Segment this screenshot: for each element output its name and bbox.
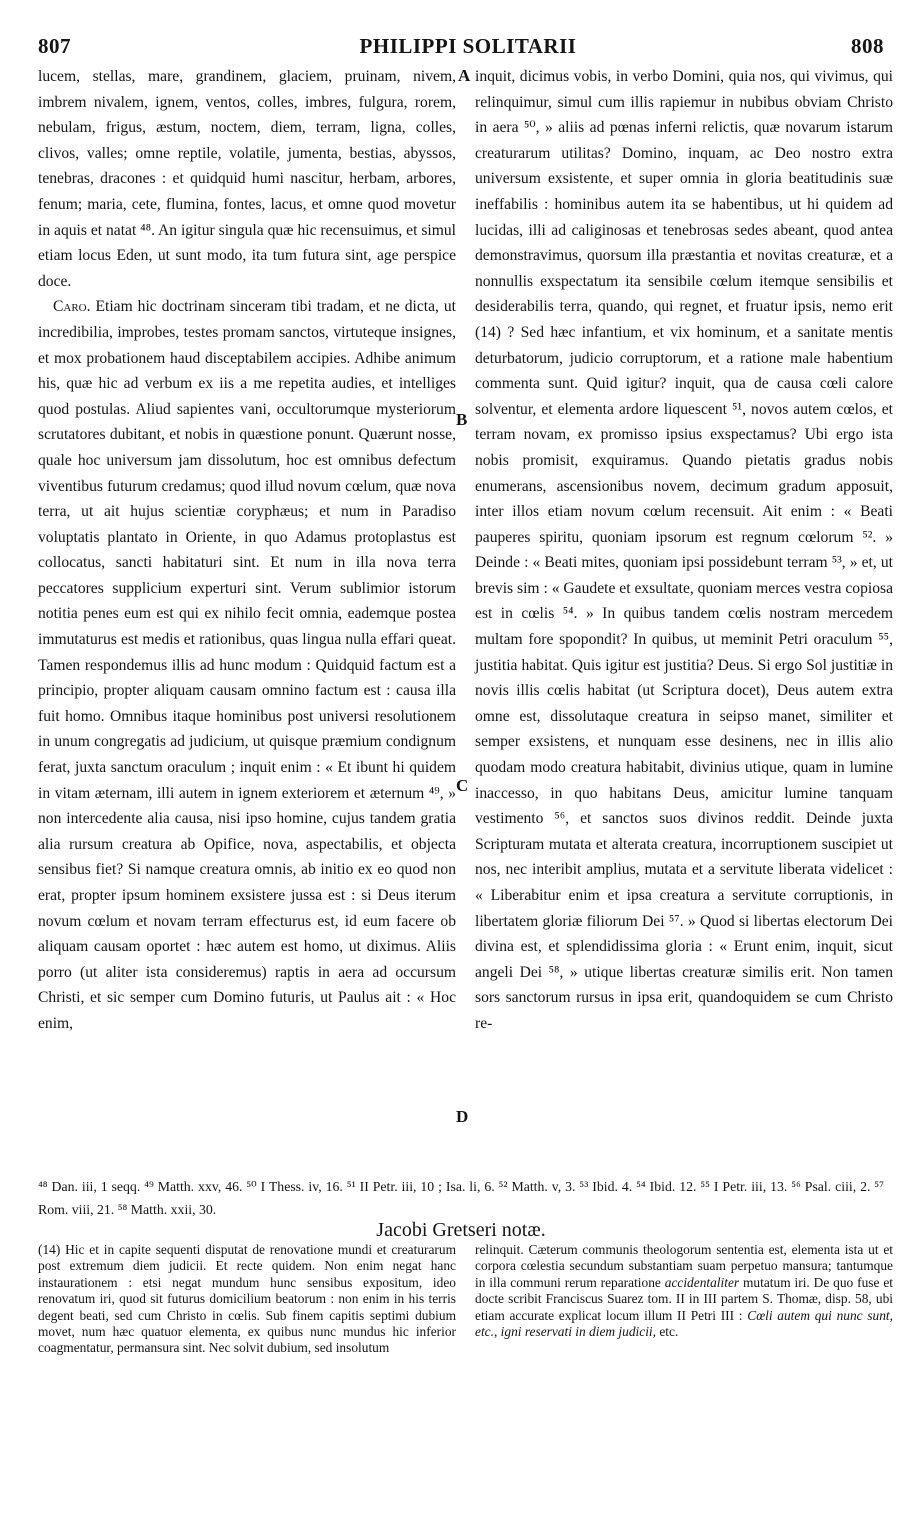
left-paragraph-2-text: Etiam hic doctrinam sinceram tibi tradam, et ne dicta, ut incredibilia, improbes, testes promam sanctos, virtuteque insignes, et mox probationem haud disceptabilem accipies. Adhibe animum his, quæ hic ad verbum ex iis a me repetita audies, et intelliges quod postulas. Aliud sapientes vani, occultorumque mysteriorum scrutatores dubitant, et nobis in quæstione ponunt. Quærunt nosse, quale hoc universum jam dissolutum, hoc est omnibus defectum viventibus futurum credamus; quod illud novum cœlum, quæ nova terra, ut ait hujus scientiæ coryphæus; et num in Paradiso voluptatis plantato in Oriente, in quo Adamus protoplastus est collocatus, sancti habitaturi sint. Et num in illa nova terra peccatores supplicium experturi sint. Verum sublimior istorum notitia penes eum est qui ex nihilo fecit omnia, eademque postea immutaturus est medis et rationibus, quas lingua nulla effari queat. Tamen respondemus illis ad hunc modum : Quidquid factum est a principio, propter aliquam causam omnino factum est : causa illa fuit homo. Omnibus itaque hominibus post universi resolutionem in unum congregatis ad judicium, ut quisque præmium condignum ferat, juxta sanctum oraculum ; inquit enim : « Et ibunt hi quidem in vitam æternam, illi autem in ignem exteriorem et æternum ⁴⁹, » non intercedente alia causa, nisi ipso homine, cujus tandem gratia alia rursum creatura ab Opifice, nova, aspectabilis, et objecta sensibus fiet? Si namque creatura omnis, ab initio ex eo quod non erat, propter ipsum hominem exsistere jussa est : si Deus iterum novum cœlum et novam terram effecturus est, id eum facere ob aliquam causam oportet : hæc autem est homo, ut diximus. Aliis porro (ut aliter ista consideremus) raptis in aera ad occursum Christi, et sic semper cum Domino futuris, ut Paulus ait : « Hoc enim,	[38, 298, 456, 1032]
running-header	[38, 34, 884, 60]
left-column	[38, 64, 456, 1037]
notes-right-column	[475, 1242, 893, 1340]
notes-right-italic-1: accidentaliter	[664, 1274, 740, 1290]
speaker-label: Caro.	[53, 298, 91, 316]
margin-marker-d: D	[456, 1107, 469, 1126]
notes-right-part-1: relinquit. Cæterum communis theologorum sententia est, elementa ista ut et corpora cœlestia secundum substantiam suam perpetuo mansura; tantumque in illa communi rerum reparatione	[475, 1242, 893, 1290]
right-paragraph-1: inquit, dicimus vobis, in verbo Domini, quia nos, qui vivimus, qui relinquimur, simul cum illis rapiemur in nubibus obviam Christo in aera ⁵⁰, » aliis ad pœnas inferni relictis, quæ novarum istarum creaturarum utilitas? Domino, inquam, ac Deo nostro extra universum exsistente, et super omnia in gloria beatitudinis suæ ineffabilis : hominibus autem ita se habentibus, ut hi quidem ad lucidas, illi ad caliginosas et tenebrosas sedes abeant, quod antea demonstravimus, quorsum illa præstantia et novitas creaturæ, et a nonnullis exspectatum ita sensibile cœlum itemque sensibilis et desiderabilis terra, quando, qui regnet, et fruatur ipsis, nemo erit (14) ? Sed hæc infantium, et vix hominum, et a sanitate mentis deturbatorum, judicio corruptorum, et a ratione male habentium commenta sunt. Quid igitur? inquit, qua de causa cœli calore solventur, et elementa ardore liquescent ⁵¹, novos autem cœlos, et terram novam, ex promisso ipsius exspectamus? Ubi ergo ista nobis promisit, exquiramus. Quando pietatis gradus nobis enumerans, ascensionibus novem, decimum gradum apposuit, inter illos etiam novum cœlum recensuit. Ait enim : « Beati pauperes spiritu, quoniam ipsorum est regnum cœlorum ⁵². » Deinde : « Beati mites, quoniam ipsi possidebunt terram ⁵³, » et, ut brevis sim : « Gaudete et exsultate, quoniam merces vestra copiosa est in cœlis ⁵⁴. » In quibus tandem cœlis nostram mercedem multam fore spopondit? In quibus, ut meminit Petri oraculum ⁵⁵, justitia habitat. Quis igitur est justitia? Deus. Si ergo Sol justitiæ in novis illis cœlis habitat (ut Scriptura docet), Deus autem extra omne est, dissolutaque creatura in seipso manet, similiter et semper exsistens, et nunquam esse desinens, nec in illis alio quodam modo creatura habitabit, divinius utique, quam in lumine inaccesso, in quo habitans Deus, amicitur lumine tanquam vestimento ⁵⁶, et sanctos suos divinos reddit. Deinde juxta Scripturam mutata et alterata creatura, incorruptionem suscipiet ut nos, nec interibit amplius, mutata et a servitute liberata videlicet : « Liberabitur enim et ipsa creatura a servitute corruptionis, in libertatem gloriæ filiorum Dei ⁵⁷. » Quod si libertas electorum Dei divina est, et splendidissima gloria : « Erunt enim, inquit, sicut angeli Dei ⁵⁸, » utique libertas creaturæ similis erit. Non tamen sors sanctorum rursus in ipsa erit, quandoquidem se cum Christo re-	[475, 68, 893, 1032]
margin-marker-c: C	[456, 776, 469, 795]
page-number-left: 807	[38, 34, 71, 58]
right-column	[475, 64, 893, 1037]
running-title: PHILIPPI SOLITARII	[359, 34, 577, 58]
notes-right-part-3: etc.	[659, 1324, 679, 1340]
left-paragraph-1: lucem, stellas, mare, grandinem, glaciem, pruinam, nivem, imbrem nivalem, ignem, ventos, colles, imbres, fulgura, rorem, nebulam, frigus, æstum, noctem, diem, terram, ligna, colles, clivos, valles; omne reptile, volatile, jumenta, bestias, abyssos, tenebras, dracones : et quidquid humi nascitur, herbam, arbores, fenum; maria, cete, flumina, fontes, lacus, et omne quod movetur in aquis et natat ⁴⁸. An igitur singula quæ hic recensuimus, et simul etiam locus Eden, ut sunt modo, ita tum futura sint, age perspice doce.	[38, 68, 456, 290]
notes-left-text: (14) Hic et in capite sequenti disputat de renovatione mundi et creaturarum post extremum diem judicii. Et recte quidem. Non enim negat hanc instaurationem : etsi negat mundum hunc sensibus expositum, ideo renovatum iri, quod sit futurus domicilium beatorum : non enim in his terris degent beati, sed cum Christo in cœlis. Sub finem capitis septimi dubium movet, num hæc quatuor elementa, ex quibus nunc mundus hic inferior coagmentatur, permansura sint. Nec solvit dubium, sed insolutum	[38, 1242, 456, 1356]
footnotes: ⁴⁸ Dan. iii, 1 seqq. ⁴⁹ Matth. xxv, 46. ⁵⁰ I Thess. iv, 16. ⁵¹ II Petr. iii, 10 ; Isa. li, 6. ⁵² Matth. v, 3. ⁵³ Ibid. 4. ⁵⁴ Ibid. 12. ⁵⁵ I Petr. iii, 13. ⁵⁶ Psal. ciii, 2. ⁵⁷ Rom. viii, 21. ⁵⁸ Matth. xxii, 30.	[38, 1179, 884, 1217]
margin-marker-b: B	[456, 410, 468, 429]
notes-right-text	[475, 1242, 893, 1340]
left-paragraph-2	[38, 294, 456, 1036]
notes-right-italic-2: Cœli autem qui nunc sunt, etc., igni reservati in diem judicii,	[475, 1307, 893, 1340]
notes-heading: Jacobi Gretseri notæ.	[376, 1219, 546, 1241]
page-number-right: 808	[851, 34, 884, 58]
margin-marker-a: A	[458, 66, 471, 85]
notes-right-part-2: mutatum iri. De quo fuse et docte scribit Franciscus Suarez tom. II in III partem S. Thomæ, disp. 58, ubi etiam accurate explicat locum illum II Petri III :	[475, 1274, 893, 1323]
notes-left-column	[38, 1242, 456, 1357]
